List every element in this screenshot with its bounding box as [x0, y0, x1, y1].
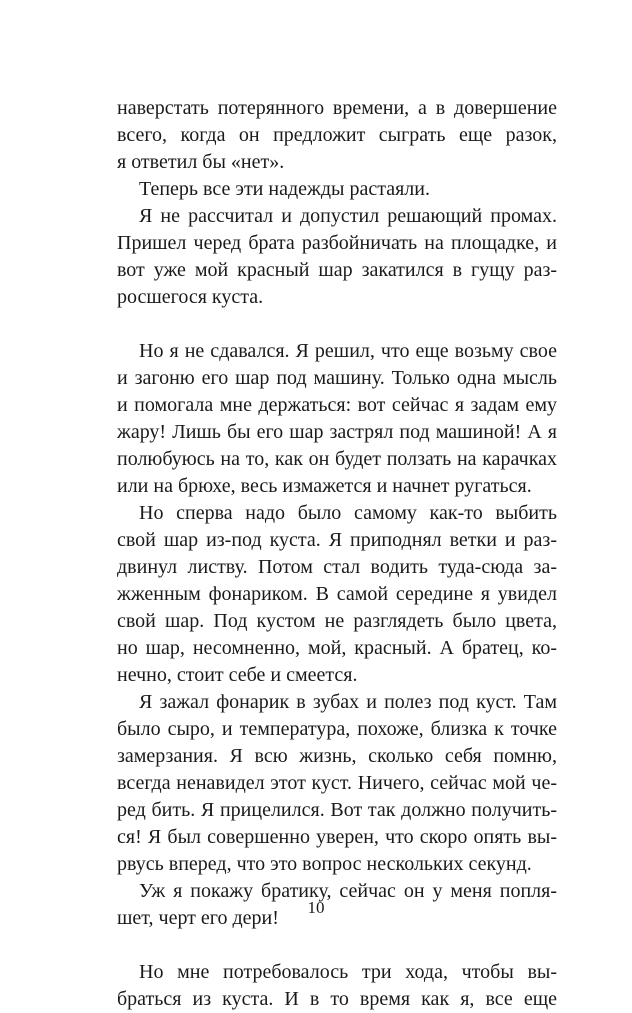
text-line: жару! Лишь бы его шар застрял под машиной! А я — [117, 421, 557, 443]
section-break — [117, 311, 557, 338]
text-line: браться из куста. И в то время как я, все еще — [117, 988, 557, 1010]
text-line: Я зажал фонарик в зубах и полез под куст. Там — [139, 691, 557, 713]
text-line: свой шар. Под кустом не разглядеть было цвета, — [117, 610, 557, 632]
text-line: Но я не сдавался. Я решил, что еще возьму свое — [139, 340, 557, 362]
paragraph — [117, 959, 557, 1013]
text-line: Но сперва надо было самому как-то выбить — [139, 502, 557, 524]
text-line: Уж я покажу братику, сейчас он у меня попля- — [139, 880, 557, 902]
text-line: нечно, стоит себе и смеется. — [117, 664, 358, 686]
text-line: ред бить. Я прицелился. Вот так должно получить- — [117, 799, 557, 821]
paragraph — [117, 95, 557, 176]
paragraph — [117, 689, 557, 878]
paragraph — [117, 338, 557, 500]
text-line: вот уже мой красный шар закатился в гущу раз- — [117, 259, 557, 281]
text-line: ся! Я был совершенно уверен, что скоро опять вы- — [117, 826, 557, 848]
text-line: наверстать потерянного времени, а в довершение — [117, 97, 557, 119]
paragraph — [117, 500, 557, 689]
body-text — [117, 95, 557, 1013]
text-line: и загоню его шар под машину. Только одна мысль — [117, 367, 557, 389]
text-line: Но мне потребовалось три хода, чтобы вы- — [139, 961, 557, 983]
paragraph — [117, 203, 557, 311]
text-line: всегда ненавидел этот куст. Ничего, сейчас мой че- — [117, 772, 557, 794]
text-line: и помогала мне держаться: вот сейчас я задам ему — [117, 394, 557, 416]
text-line: полюбуюсь на то, как он будет ползать на карачках — [117, 448, 557, 470]
text-line: Пришел черед брата разбойничать на площадке, и — [117, 232, 557, 254]
text-line: или на брюхе, весь измажется и начнет ругаться. — [117, 475, 532, 497]
text-line: я ответил бы «нет». — [117, 151, 285, 173]
text-line: свой шар из-под куста. Я приподнял ветки и раз- — [117, 529, 557, 551]
paragraph — [117, 176, 557, 203]
text-line: рвусь вперед, что это вопрос нескольких секунд. — [117, 853, 532, 875]
text-line: двинул листву. Потом стал водить туда-сюда за- — [117, 556, 557, 578]
text-line: жженным фонариком. В самой середине я увидел — [117, 583, 557, 605]
text-line: замерзания. Я всю жизнь, сколько себя помню, — [117, 745, 557, 767]
text-line: было сыро, и температура, похоже, близка к точке — [117, 718, 557, 740]
page-number: 10 — [307, 898, 325, 917]
section-break — [117, 932, 557, 959]
text-line: Теперь все эти надежды растаяли. — [139, 178, 430, 200]
text-line: шет, черт его дери! — [117, 907, 279, 929]
text-line: всего, когда он предложит сыграть еще разок, — [117, 124, 557, 146]
text-line: Я не рассчитал и допустил решающий промах. — [139, 205, 557, 227]
text-line: росшегося куста. — [117, 286, 264, 308]
text-line: но шар, несомненно, мой, красный. А братец, ко- — [117, 637, 557, 659]
